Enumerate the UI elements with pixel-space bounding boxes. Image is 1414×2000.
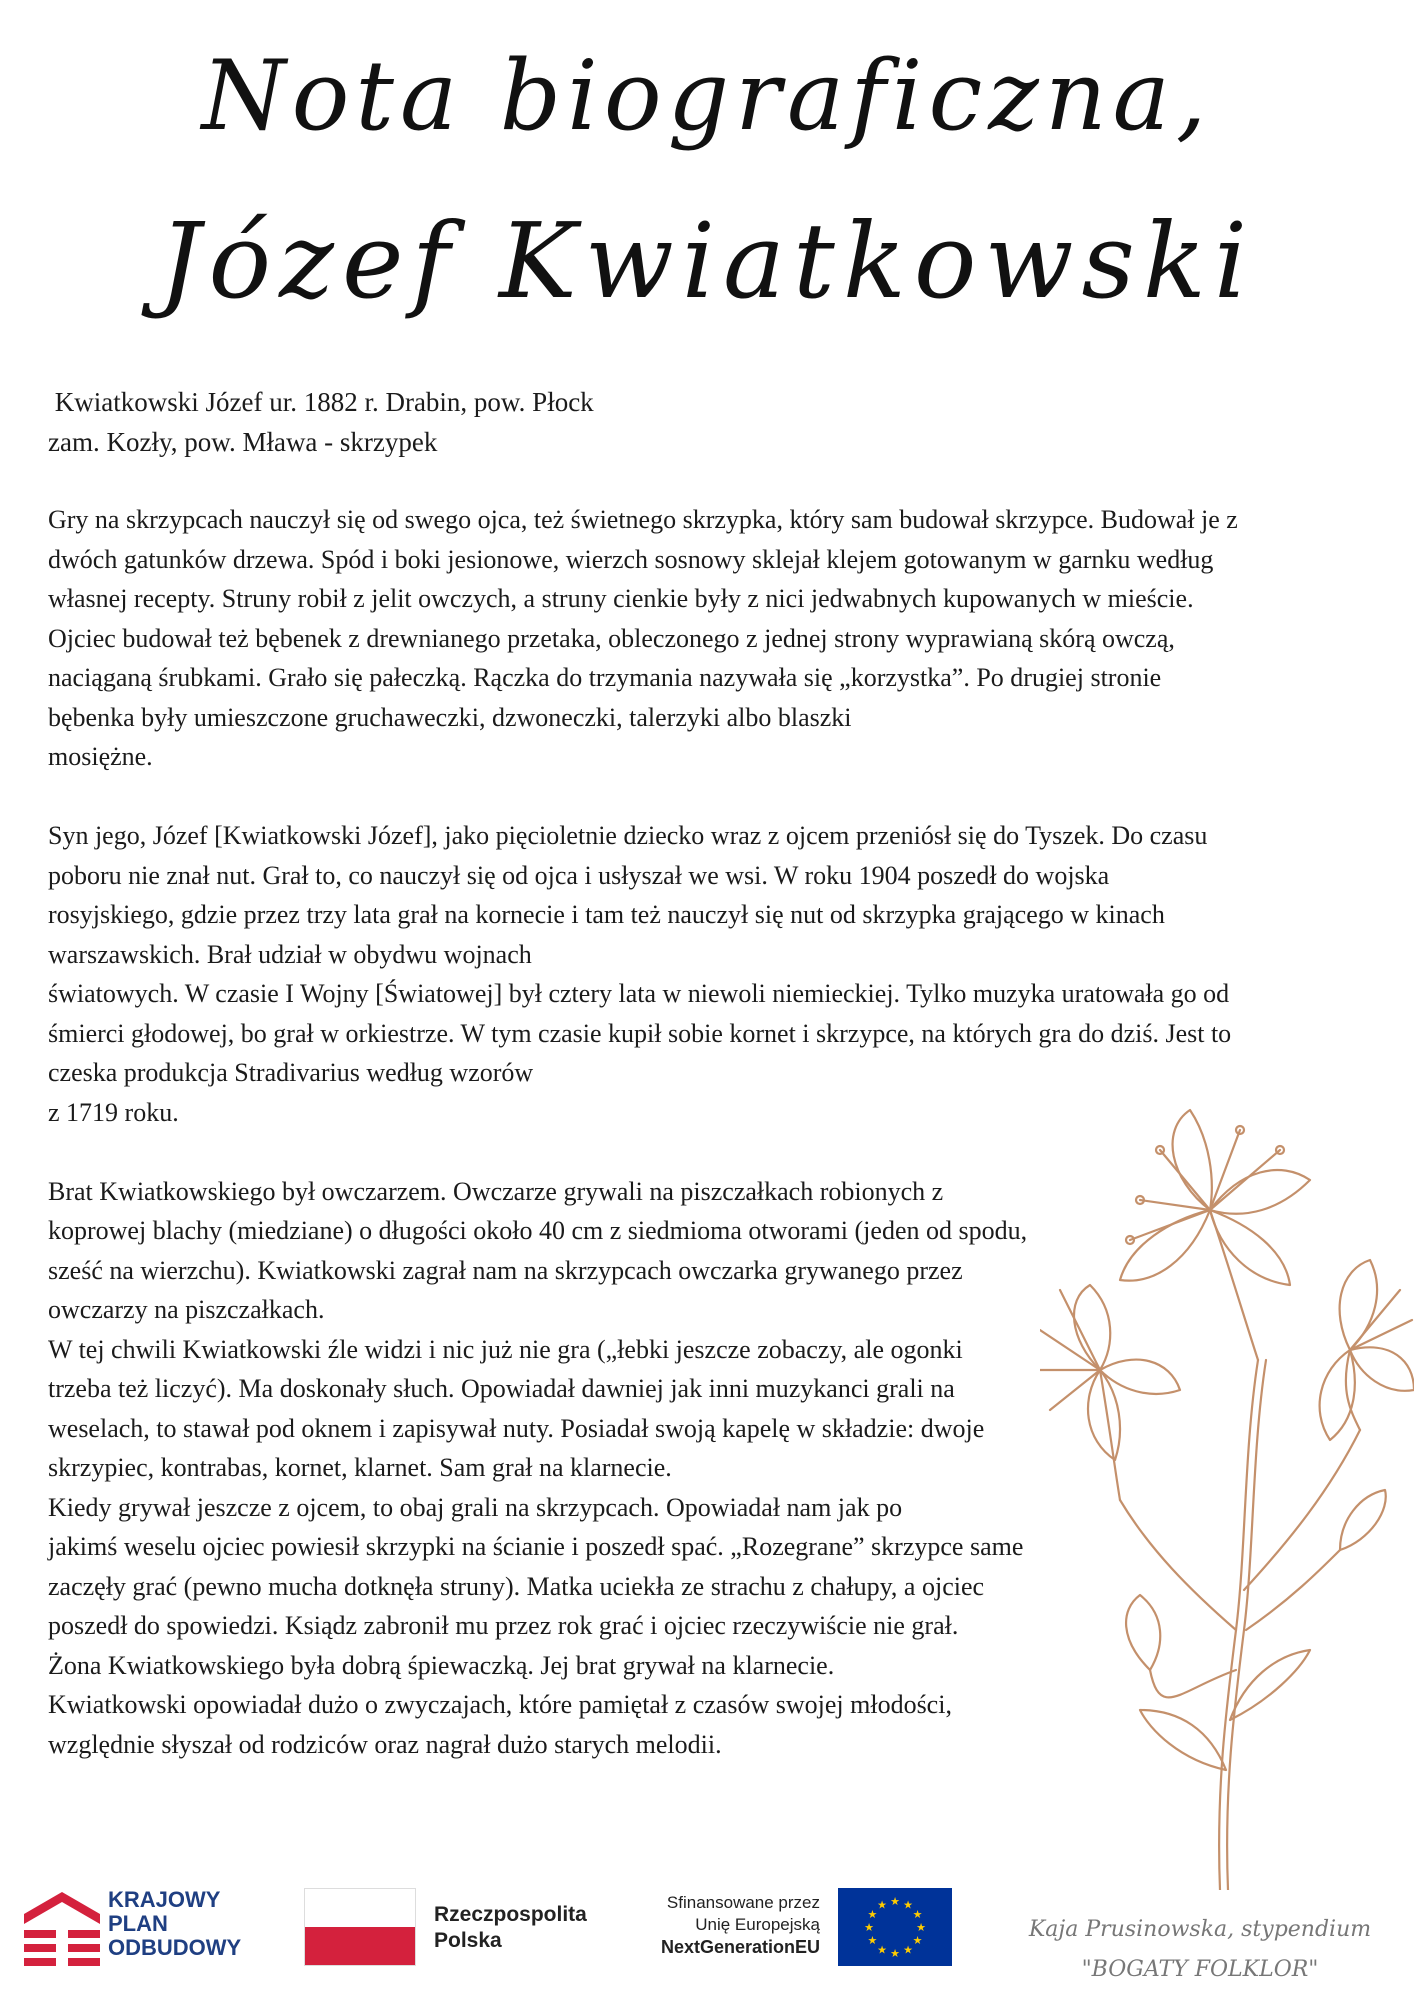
text-line: z 1719 roku. xyxy=(48,1097,179,1127)
header-line-1: Kwiatkowski Józef ur. 1882 r. Drabin, pow. Płock xyxy=(48,387,594,417)
signature-line-1: Kaja Prusinowska, stypendium xyxy=(1028,1917,1372,1942)
text-line: rosyjskiego, gdzie przez trzy lata grał na kornecie i tam też nauczył się nut od skrzypka grającego w kinach xyxy=(48,900,1165,929)
text-line: jakimś weselu ojciec powiesił skrzypki na ścianie i poszedł spać. „Rozegrane” skrzypce same xyxy=(48,1532,1024,1561)
text-line: Kwiatkowski opowiadał dużo o zwyczajach, które pamiętał z czasów swojej młodości, xyxy=(48,1690,952,1719)
text-line: W tej chwili Kwiatkowski źle widzi i nic już nie gra („łebki jeszcze zobaczy, ale ogonki xyxy=(48,1334,963,1364)
text-line: weselach, to stawał pod oknem i zapisywał nuty. Posiadał swoją kapelę w składzie: dwoje xyxy=(48,1413,985,1443)
text-line: trzeba też liczyć). Ma doskonały słuch. Opowiadał dawniej jak inni muzykanci grali na xyxy=(48,1374,955,1403)
flower-illustration xyxy=(1040,1070,1414,1890)
rzeczpospolita-text xyxy=(434,1902,587,1954)
text-line: mosiężne. xyxy=(48,742,153,771)
kpo-text-line-3: ODBUDOWY xyxy=(108,1935,242,1960)
text-line: owczarzy na piszczałkach. xyxy=(48,1295,325,1324)
text-line: Gry na skrzypcach nauczył się od swego ojca, też świetnego skrzypka, który sam budował skrzypce. Budował je z xyxy=(48,505,1238,534)
text-line: względnie słyszał od rodziców oraz nagrał dużo starych melodii. xyxy=(48,1729,722,1759)
kpo-text-line-2: PLAN xyxy=(108,1911,168,1936)
kpo-text-line-1: KRAJOWY xyxy=(108,1887,221,1912)
text-line: dwóch gatunków drzewa. Spód i boki jesionowe, wierzch sosnowy sklejał klejem gotowanym w garnku według xyxy=(48,544,1214,574)
eu-star-icon: ★ xyxy=(890,1896,900,1908)
eu-star-icon: ★ xyxy=(912,1935,923,1947)
eu-star-icon: ★ xyxy=(912,1909,923,1921)
text-line: naciąganą śrubkami. Grało się pałeczką. Rączka do trzymania nazywała się „korzystka”. Po drugiej stronie xyxy=(48,663,1162,692)
eu-star-icon: ★ xyxy=(916,1922,926,1934)
text-line: koprowej blachy (miedziane) o długości około 40 cm z siedmioma otworami (jeden od spodu, xyxy=(48,1216,1028,1245)
text-line: światowych. W czasie I Wojny [Światowej] był cztery lata w niewoli niemieckiej. Tylko muzyka uratowała go od xyxy=(48,979,1230,1008)
text-line: skrzypiec, kontrabas, kornet, klarnet. Sam grał na klarnecie. xyxy=(48,1453,672,1482)
text-line: bębenka były umieszczone gruchaweczki, dzwoneczki, talerzyki albo blaszki xyxy=(48,702,852,732)
eu-star-icon: ★ xyxy=(867,1935,878,1947)
eu-star-icon: ★ xyxy=(877,1899,887,1912)
text-line: poszedł do spowiedzi. Ksiądz zabronił mu przez rok grać i ojciec rzeczywiście nie grał. xyxy=(48,1611,959,1640)
text-line: sześć na wierzchu). Kwiatkowski zagrał nam na skrzypcach owczarka grywanego przez xyxy=(48,1255,963,1285)
eu-star-icon: ★ xyxy=(903,1944,913,1957)
kpo-text xyxy=(108,1888,241,1960)
text-line: czeska produkcja Stradivarius według wzorów xyxy=(48,1058,534,1087)
eu-funding-text xyxy=(620,1892,820,1958)
kpo-logo-icon xyxy=(24,1892,100,1974)
rp-text-line-1: Rzeczpospolita xyxy=(434,1903,587,1926)
eu-star-icon: ★ xyxy=(864,1922,874,1934)
eu-star-icon: ★ xyxy=(890,1948,900,1960)
eu-text-line-3: NextGenerationEU xyxy=(660,1937,820,1957)
text-line: Brat Kwiatkowskiego był owczarzem. Owczarze grywali na piszczałkach robionych z xyxy=(48,1176,944,1206)
header-block xyxy=(48,382,594,462)
text-line: Kiedy grywał jeszcze z ojcem, to obaj grali na skrzypcach. Opowiadał nam jak po xyxy=(48,1492,903,1522)
polish-flag-icon xyxy=(304,1888,416,1966)
eu-star-icon: ★ xyxy=(877,1944,887,1957)
text-line: poboru nie znał nut. Grał to, co nauczył się od ojca i usłyszał we wsi. W roku 1904 poszedł do wojska xyxy=(48,860,1110,890)
eu-text-line-2: Unię Europejską xyxy=(695,1915,820,1934)
signature xyxy=(990,1910,1410,1990)
text-line: zaczęły grać (pewno mucha dotknęła struny). Matka uciekła ze strachu z chałupy, a ojciec xyxy=(48,1571,985,1601)
signature-line-2: "BOGATY FOLKLOR" xyxy=(1081,1957,1319,1982)
eu-star-icon: ★ xyxy=(903,1899,913,1912)
text-line: własnej recepty. Struny robił z jelit owczych, a struny cienkie były z nici jedwabnych kupowanych w mieście. xyxy=(48,584,1194,613)
eu-flag-icon xyxy=(838,1888,952,1966)
text-line: warszawskich. Brał udział w obydwu wojnach xyxy=(48,939,532,969)
footer-logos xyxy=(0,1880,1414,2000)
header-line-2: zam. Kozły, pow. Mława - skrzypek xyxy=(48,427,438,457)
paragraph-1 xyxy=(48,500,1408,777)
text-line: Ojciec budował też bębenek z drewnianego przetaka, obleczonego z jednej strony wyprawianą skórą owczą, xyxy=(48,623,1175,653)
text-line: Syn jego, Józef [Kwiatkowski Józef], jako pięcioletnie dziecko wraz z ojcem przeniósł się do Tyszek. Do czasu xyxy=(48,821,1208,850)
text-line: śmierci głodowej, bo grał w orkiestrze. W tym czasie kupił sobie kornet i skrzypce, na których gra do dziś. Jest to xyxy=(48,1018,1232,1048)
eu-star-icon: ★ xyxy=(867,1909,878,1921)
title-line-2: Józef Kwiatkowski xyxy=(158,200,1256,322)
rp-text-line-2: Polska xyxy=(434,1929,502,1952)
eu-text-line-1: Sfinansowane przez xyxy=(666,1893,820,1912)
text-line: Żona Kwiatkowskiego była dobrą śpiewaczką. Jej brat grywał na klarnecie. xyxy=(48,1650,835,1680)
title-line-1: Nota biograficzna, xyxy=(201,40,1213,152)
